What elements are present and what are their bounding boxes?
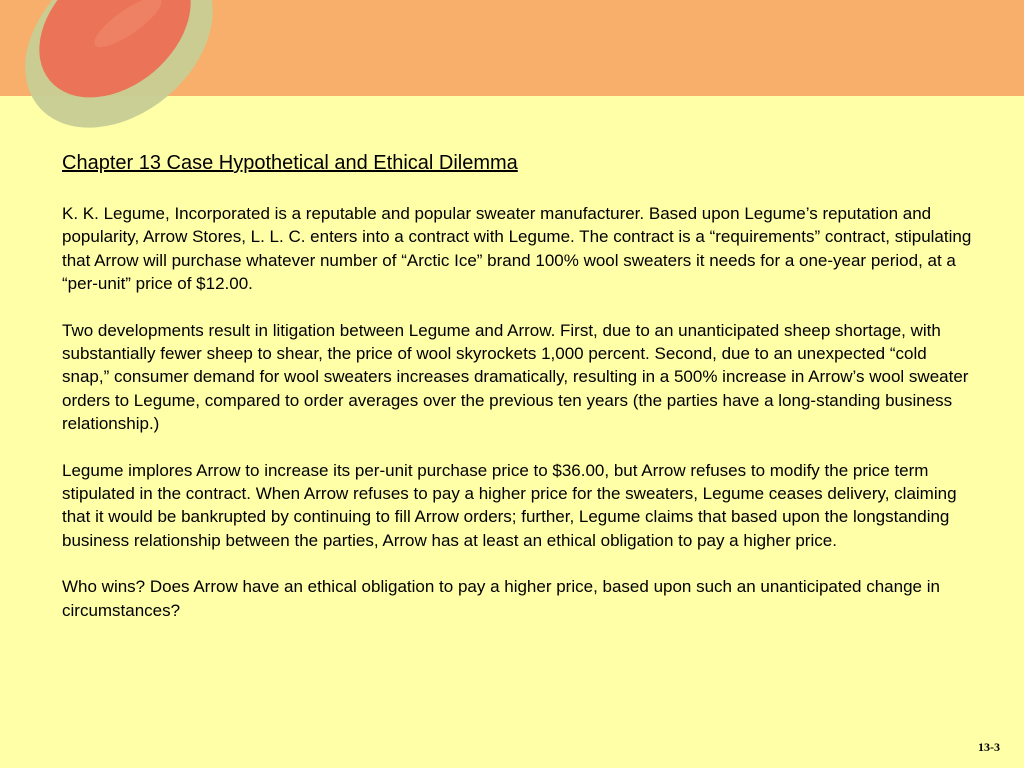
page-number: 13-3 (978, 740, 1000, 754)
paragraph-4: Who wins? Does Arrow have an ethical obligation to pay a higher price, based upon such an unanticipated change in circumstances? (62, 577, 940, 620)
slide-title: Chapter 13 Case Hypothetical and Ethical Dilemma (62, 152, 518, 174)
paragraph-3: Legume implores Arrow to increase its per-unit purchase price to $36.00, but Arrow refuses to modify the price term stipulated in the contract. When Arrow refuses to pay a higher price for the sweaters, Legume ceases delivery, claiming that it would be bankrupted by continuing to fill Arrow orders; further, Legume claims that based upon the longstanding business relationship between the parties, Arrow has at least an ethical obligation to pay a higher price. (62, 460, 957, 550)
paragraph-2: Two developments result in litigation between Legume and Arrow. First, due to an unanticipated sheep shortage, with substantially fewer sheep to shear, the price of wool skyrockets 1,000 percent. Second, due to an unexpected “cold snap,” consumer demand for wool sweaters increases dramatically, resulting in a 500% increase in Arrow’s wool sweater orders to Legume, compared to order averages over the previous ten years (the parties have a long-standing business relationship.) (62, 320, 969, 434)
slide-content (62, 150, 972, 645)
paragraph-1: K. K. Legume, Incorporated is a reputable and popular sweater manufacturer. Based upon Legume’s reputation and popularity, Arrow Stores, L. L. C. enters into a contract with Legume. The contract is a “requirements” contract, stipulating that Arrow will purchase whatever number of “Arctic Ice” brand 100% wool sweaters it needs for a one-year period, at a “per-unit” price of $12.00. (62, 204, 972, 294)
